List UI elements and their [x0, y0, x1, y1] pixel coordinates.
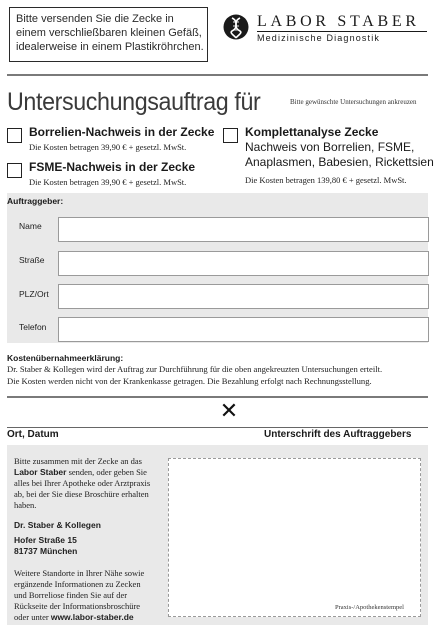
phone-field[interactable]: [58, 317, 429, 342]
info-lab-name: Labor Staber: [14, 467, 67, 477]
info-line-text: oder unter: [14, 612, 49, 622]
cut-mark-icon: ✕: [219, 398, 239, 423]
komplettanalyse-checkbox[interactable]: [223, 128, 238, 143]
fsme-option-title: FSME-Nachweis in der Zecke: [29, 160, 196, 174]
shipping-notice: [9, 7, 208, 62]
info-line: ergänzende Informationen zu Zecken: [14, 579, 141, 589]
street-label: Straße: [19, 255, 45, 265]
komplettanalyse-option-subtitle: Nachweis von Borrelien, FSME,: [245, 140, 415, 154]
info-line: [14, 467, 147, 478]
notice-line: idealerweise in einem Plastikröhrchen.: [16, 41, 204, 53]
borrelien-option-title: Borrelien-Nachweis in der Zecke: [29, 125, 215, 139]
borrelien-option-price: Die Kosten betragen 39,90 € + gesetzl. MwSt.: [29, 142, 187, 152]
komplettanalyse-option-subtitle: Anaplasmen, Babesien, Rickettsien: [245, 155, 434, 169]
company-name: Dr. Staber & Kollegen: [14, 520, 101, 530]
name-label: Name: [19, 221, 42, 231]
client-heading: Auftraggeber:: [7, 196, 64, 206]
zip-city-field[interactable]: [58, 284, 429, 309]
info-street: [14, 535, 77, 546]
title-hint: Bitte gewünschte Untersuchungen ankreuzen: [290, 98, 417, 106]
cost-text-line: Die Kosten werden nicht von der Krankenkasse getragen. Die Bezahlung erfolgt nach Rechnungsstellung.: [7, 376, 372, 386]
website-link[interactable]: www.labor-staber.de: [50, 612, 134, 622]
info-line: Bitte zusammen mit der Zecke an das: [14, 456, 142, 466]
divider: [7, 74, 428, 76]
info-line: alles bei Ihrer Apotheke oder Arztpraxis: [14, 478, 151, 488]
notice-line: Bitte versenden Sie die Zecke in: [16, 13, 174, 25]
zip-city-label: PLZ/Ort: [19, 289, 49, 299]
brand-tagline: Medizinische Diagnostik: [257, 31, 427, 43]
stamp-field[interactable]: [168, 458, 421, 617]
info-line: Rückseite der Informationsbroschüre: [14, 601, 141, 611]
cost-heading: Kostenübernahmeerklärung:: [7, 353, 124, 363]
komplettanalyse-option-title: Komplettanalyse Zecke: [245, 125, 379, 139]
komplettanalyse-option-price: Die Kosten betragen 139,80 € + gesetzl. MwSt.: [245, 175, 407, 185]
city-text: 81737 München: [14, 546, 78, 556]
place-date-label: Ort, Datum: [7, 429, 59, 440]
client-section: [7, 193, 428, 343]
borrelien-checkbox[interactable]: [7, 128, 22, 143]
name-field[interactable]: [58, 217, 429, 242]
brand-name: LABOR STABER: [257, 13, 420, 30]
info-line-rest: senden, oder geben Sie: [66, 467, 147, 477]
phone-label: Telefon: [19, 322, 47, 332]
page-title: Untersuchungsauftrag für: [7, 88, 261, 116]
fsme-option-price: Die Kosten betragen 39,90 € + gesetzl. MwSt.: [29, 177, 187, 187]
info-line: und Borreliose finden Sie auf der: [14, 590, 128, 600]
fsme-checkbox[interactable]: [7, 163, 22, 178]
info-line: haben.: [14, 500, 37, 510]
notice-line: einem verschließbaren kleinen Gefäß,: [16, 27, 202, 39]
street-field[interactable]: [58, 251, 429, 276]
info-line: [14, 612, 134, 623]
signature-line: [7, 427, 428, 428]
street-text: Hofer Straße 15: [14, 535, 77, 545]
cost-text-line: Dr. Staber & Kollegen wird der Auftrag zur Durchführung für die oben angekreuzten Untersuchungen erteilt.: [7, 364, 383, 374]
stamp-label: Praxis-/Apothekenstempel: [335, 604, 404, 611]
info-city: [14, 546, 77, 557]
signature-label: Unterschrift des Auftraggebers: [264, 429, 412, 440]
info-line: Weitere Standorte in Ihrer Nähe sowie: [14, 568, 145, 578]
divider: [7, 396, 428, 398]
labor-staber-logo-icon: [223, 14, 249, 40]
info-line: ab, bei der Sie diese Broschüre erhalten: [14, 489, 149, 499]
info-company: [14, 520, 101, 531]
